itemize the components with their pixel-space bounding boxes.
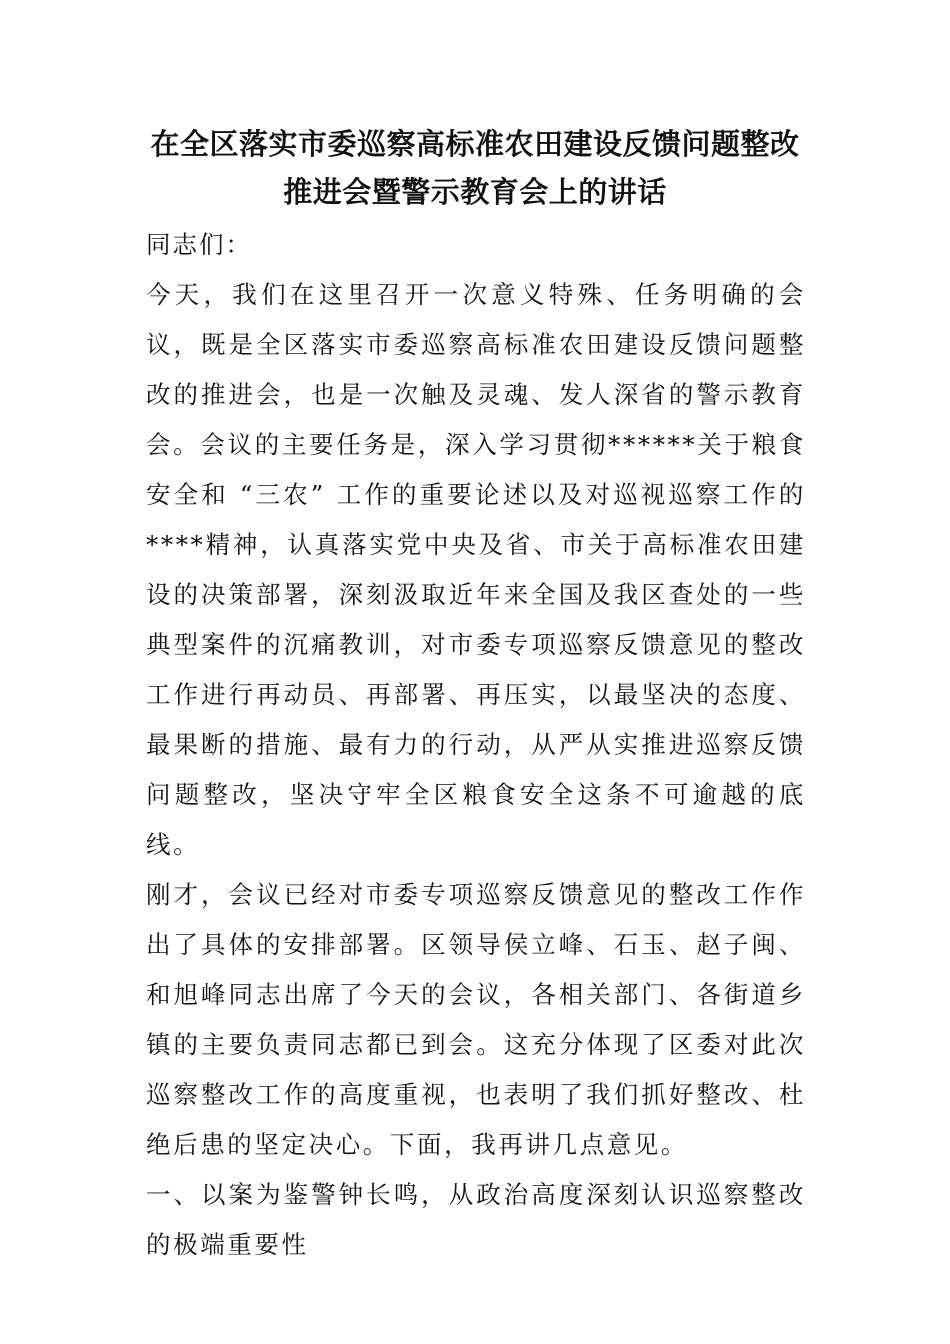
document-title: 在全区落实市委巡察高标准农田建设反馈问题整改推进会暨警示教育会上的讲话 (150, 127, 800, 209)
paragraph-opening: 今天，我们在这里召开一次意义特殊、任务明确的会议，既是全区落实市委巡察高标准农田建设反馈问题整改的推进会，也是一次触及灵魂、发人深省的警示教育会。会议的主要任务是，深入学习贯彻******关于粮食安全和 “三农” 工作的重要论述以及对巡视巡察工作的****精神，认真落实党中央及省、市关于高标准农田建设的决策部署，深刻汲取近年来全国及我区查处的一些典型案件的沉痛教训，对市委专项巡察反馈意见的整改工作进行再动员、再部署、再压实，以最坚决的态度、最果断的措施、最有力的行动，从严从实推进巡察反馈问题整改，坚决守牢全区粮食安全这条不可逾越的底线。 (146, 280, 806, 859)
paragraph-arrangement: 刚才，会议已经对市委专项巡察反馈意见的整改工作作出了具体的安排部署。区领导侯立峰、石玉、赵子闽、和旭峰同志出席了今天的会议，各相关部门、各街道乡镇的主要负责同志都已到会。这充分体现了区委对此次巡察整改工作的高度重视，也表明了我们抓好整改、杜绝后患的坚定决心。下面，我再讲几点意见。 (146, 880, 806, 1159)
salutation: 同志们： (146, 230, 252, 259)
section-heading-1: 一、以案为鉴警钟长鸣，从政治高度深刻认识巡察整改的极端重要性 (146, 1180, 806, 1259)
document-body (146, 220, 806, 1270)
